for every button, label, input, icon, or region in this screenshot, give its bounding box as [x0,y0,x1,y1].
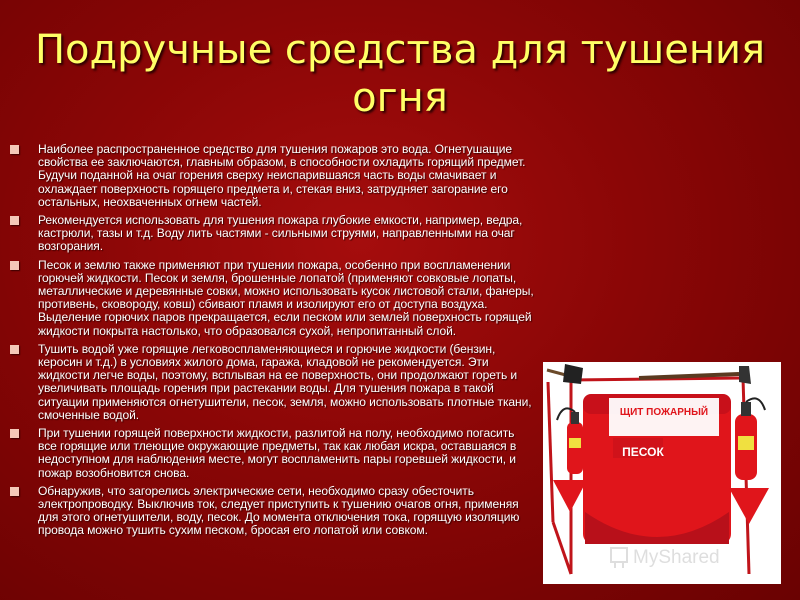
bullet-icon [10,345,19,354]
bullet-text: Тушить водой уже горящие легковоспламеняющиеся и горючие жидкости (бензин, керосин и т.д.) в условиях жилого дома, гаража, кладовой не рекомендуется. Эти жидкости легче воды, поэтому, всплывая на ее поверхность, они продолжают гореть и увеличивать площадь горения при растекании воды. Для тушения пожара в такой ситуации применяются огнетушители, песок, земля, можно использовать плотные ткани, смоченные водой. [38,341,532,422]
bullet-item [8,214,536,254]
watermark [611,547,720,568]
bullet-item [8,143,536,209]
bullet-icon [10,216,19,225]
fire-stand-photo [543,362,781,584]
bullet-icon [10,145,19,154]
bullet-text: Обнаружив, что загорелись электрические сети, необходимо сразу обесточить электропроводку. Выключив ток, следует приступить к тушению очагов огня, применяя для этого огнетушители, воду, песок. До момента отключения тока, горящую изоляцию провода можно тушить сухим песком, бросая его лопатой или совком. [38,483,520,538]
bullet-text: Наиболее распространенное средство для тушения пожаров это вода. Огнетушащие свойства ее заключаются, главным образом, в способности охладить горящий предмет. Будучи поданной на очаг горения сверху неиспарившаяся часть воды смачивает и охлаждает поверхность горящего предмета и, стекая вниз, затрудняет загорание его остальных, неохваченных огнем частей. [38,142,526,209]
bullet-icon [10,487,19,496]
bullet-item [8,343,536,422]
bullet-list [8,143,536,543]
bullet-item [8,259,536,338]
bullet-text: При тушении горящей поверхности жидкости, разлитой на полу, необходимо погасить все горящие или тлеющие окружающие предметы, так как любая искра, оставшаяся в недоступном для наблюдения месте, могут воспламенить пары горевшей жидкости, и пожар возобновится снова. [38,426,517,480]
shovel-icon [547,364,583,384]
bullet-text: Рекомендуется использовать для тушения пожара глубокие емкости, например, ведра, кастрюли, тазы и т.д. Воду лить частями - сильными струями, направленными на очаг возгорания. [38,213,523,254]
bullet-item [8,485,536,538]
bullet-icon [10,429,19,438]
bullet-text: Песок и землю также применяют при тушении пожара, особенно при воспламенении горючей жидкости. Песок и земля, брошенные лопатой (применяют совковые лопаты, металлические и деревянные совки, можно использовать кусок листовой стали, фанеры, противень, сковороду, ковш) сбивают пламя и изолируют его от доступа воздуха. Выделение горючих паров прекращается, если песком или землей поверхность горящей жидкости покрыта настолько, что образовался сухой, непропитанный слой. [38,257,534,338]
box-label: ПЕСОК [622,445,664,459]
bullet-icon [10,261,19,270]
cone-bucket-left-icon [553,480,587,512]
extinguisher-right-icon [735,398,765,480]
axe-icon [639,366,751,384]
bullet-item [8,427,536,480]
watermark-text: MyShared [633,547,720,568]
shield-sign [609,398,719,436]
cone-bucket-right-icon [729,488,769,524]
slide-title: Подручные средства для тушения огня [34,27,766,121]
sign-label: ЩИТ ПОЖАРНЫЙ [619,407,709,418]
